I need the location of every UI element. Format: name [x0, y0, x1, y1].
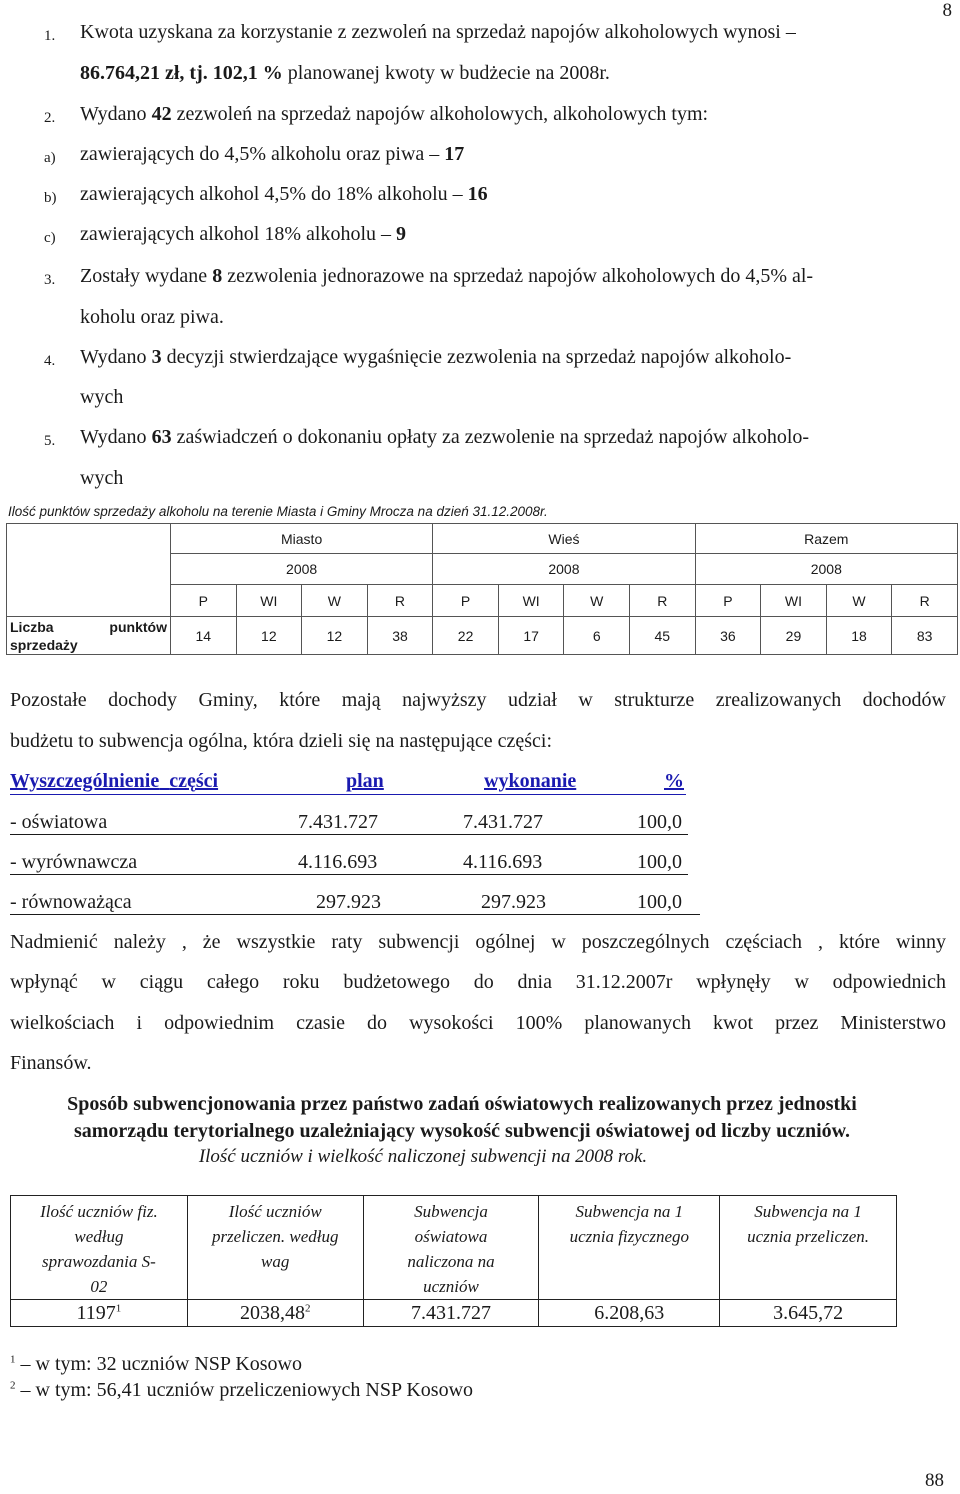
col-header: W — [564, 585, 630, 617]
list-item-continuation: koholu oraz piwa. — [80, 306, 224, 328]
page-number-bottom: 88 — [925, 1470, 944, 1491]
table-cell: 2038,48$^2$ — [187, 1300, 363, 1327]
list-item-text: Wydano 3 decyzji stwierdzające wygaśnięcie zezwolenia na sprzedaż napojów alkoholo- — [80, 346, 792, 368]
footnote: $^2$ – w tym: 56,41 uczniów przeliczeniowych NSP Kosowo — [10, 1379, 474, 1401]
col-header: P — [695, 585, 761, 617]
table-caption: Ilość punktów sprzedaży alkoholu na terenie Miasta i Gminy Mrocza na dzień 31.12.2008r. — [8, 504, 548, 519]
sub-row-plan: 297.923 — [316, 891, 381, 913]
row-underline — [10, 874, 688, 875]
sublist-item: zawierających alkohol 18% alkoholu – 9 — [80, 223, 406, 245]
list-item-text: Kwota uzyskana za korzystanie z zezwoleń na sprzedaż napojów alkoholowych wynosi – — [80, 21, 796, 43]
col-header: WI — [761, 585, 827, 617]
table-cell: 7.431.727 — [363, 1300, 539, 1327]
paragraph-line: wielkościach i odpowiednim czasie do wysokości 100% planowanych kwot przez Ministerstwo — [10, 1012, 946, 1034]
list-item-continuation: wych — [80, 467, 124, 489]
list-number: 2. — [44, 110, 56, 126]
paragraph-line: wpłynąć w ciągu całego roku budżetowego do dnia 31.12.2007r wpłynęły w odpowiednich — [10, 971, 946, 993]
col-header: Subwencja oświatowa naliczona na uczniów — [363, 1196, 539, 1300]
table-cell: 14 — [170, 617, 236, 655]
sub-row-name: - wyrównawcza — [10, 851, 138, 873]
sub-row-name: - oświatowa — [10, 811, 108, 833]
col-header: W — [302, 585, 368, 617]
table-cell: 45 — [630, 617, 696, 655]
group-header: Razem — [695, 524, 957, 554]
table-cell: 38 — [367, 617, 433, 655]
sub-row-exec: 297.923 — [481, 891, 546, 913]
sublist-letter: c) — [44, 230, 56, 246]
col-header: Ilość uczniów przeliczen. według wag — [187, 1196, 363, 1300]
group-header: Wieś — [433, 524, 695, 554]
table-cell: 6 — [564, 617, 630, 655]
table-cell: 22 — [433, 617, 499, 655]
col-header: R — [630, 585, 696, 617]
list-item-text: Wydano 63 zaświadczeń o dokonaniu opłaty za zezwolenie na sprzedaż napojów alkoholo- — [80, 426, 810, 448]
year-header: 2008 — [433, 554, 695, 585]
list-item-text: Zostały wydane 8 zezwolenia jednorazowe na sprzedaż napojów alkoholowych do 4,5% al- — [80, 265, 814, 287]
section-subheading: Ilość uczniów i wielkość naliczonej subwencji na 2008 rok. — [198, 1146, 648, 1167]
sub-row-plan: 7.431.727 — [298, 811, 378, 833]
sublist-letter: b) — [44, 190, 57, 206]
table-cell: 12 — [302, 617, 368, 655]
sub-header-exec: wykonanie — [484, 770, 577, 792]
year-header: 2008 — [695, 554, 957, 585]
sub-header-pct: % — [664, 770, 684, 792]
sub-row-exec: 7.431.727 — [463, 811, 543, 833]
footnote: $^1$ – w tym: 32 uczniów NSP Kosowo — [10, 1353, 302, 1375]
sub-row-pct: 100,0 — [637, 811, 682, 833]
group-header: Miasto — [170, 524, 432, 554]
alcohol-points-table — [6, 523, 958, 655]
amount: 86.764,21 zł, tj. 102,1 % — [80, 62, 283, 84]
table-cell: 12 — [236, 617, 302, 655]
list-number: 3. — [44, 272, 56, 288]
table-cell: 36 — [695, 617, 761, 655]
table-cell: 3.645,72 — [720, 1300, 897, 1327]
section-heading: Sposób subwencjonowania przez państwo zadań oświatowych realizowanych przez jednostki — [67, 1093, 857, 1115]
sublist-item: zawierających do 4,5% alkoholu oraz piwa – 17 — [80, 143, 465, 165]
paragraph-line: Pozostałe dochody Gminy, które mają najwyższy udział w strukturze zrealizowanych dochodów — [10, 689, 946, 711]
sub-row-exec: 4.116.693 — [463, 851, 543, 873]
sub-row-plan: 4.116.693 — [298, 851, 378, 873]
list-number: 4. — [44, 353, 56, 369]
table-cell: 18 — [826, 617, 892, 655]
col-header: R — [892, 585, 958, 617]
paragraph-line: Finansów. — [10, 1052, 92, 1074]
col-header: P — [170, 585, 236, 617]
sub-row-name: - równoważąca — [10, 891, 132, 913]
paragraph-line: Nadmienić należy , że wszystkie raty subwencji ogólnej w poszczególnych częściach , które winny — [10, 931, 946, 953]
col-header: Subwencja na 1 ucznia przeliczen. — [720, 1196, 897, 1300]
row-underline — [10, 914, 700, 915]
col-header: Subwencja na 1 ucznia fizycznego — [539, 1196, 720, 1300]
table-cell: 29 — [761, 617, 827, 655]
col-header: WI — [498, 585, 564, 617]
section-heading: samorządu terytorialnego uzależniający wysokość subwencji oświatowej od liczby uczniów. — [73, 1120, 851, 1142]
col-header: W — [826, 585, 892, 617]
row-label: Liczba punktów sprzedaży — [7, 617, 171, 655]
list-item-continuation: wych — [80, 386, 124, 408]
list-item-text: Wydano 42 zezwoleń na sprzedaż napojów alkoholowych, alkoholowych tym: — [80, 103, 709, 125]
year-header: 2008 — [170, 554, 432, 585]
col-header: P — [433, 585, 499, 617]
page-number-top: 8 — [942, 0, 952, 21]
list-number: 1. — [44, 28, 56, 44]
table-cell: 17 — [498, 617, 564, 655]
sublist-letter: a) — [44, 150, 56, 166]
sub-header-plan: plan — [346, 770, 384, 792]
list-number: 5. — [44, 433, 56, 449]
col-header: R — [367, 585, 433, 617]
list-item-continuation: 86.764,21 zł, tj. 102,1 % planowanej kwoty w budżecie na 2008r. — [80, 62, 610, 84]
students-subsidy-table — [10, 1195, 897, 1327]
sub-row-pct: 100,0 — [637, 891, 682, 913]
col-header: WI — [236, 585, 302, 617]
table-cell: 1197$^1$ — [11, 1300, 188, 1327]
table-cell: 6.208,63 — [539, 1300, 720, 1327]
sublist-item: zawierających alkohol 4,5% do 18% alkoholu – 16 — [80, 183, 488, 205]
sub-header-label: Wyszczególnienie części — [10, 770, 219, 792]
table-empty-corner — [7, 524, 171, 617]
header-underline — [10, 794, 686, 795]
table-cell: 83 — [892, 617, 958, 655]
row-underline — [10, 834, 688, 835]
paragraph-line: budżetu to subwencja ogólna, która dzieli się na następujące części: — [10, 730, 553, 752]
col-header: Ilość uczniów fiz. według sprawozdania S- 02 — [11, 1196, 188, 1300]
sub-row-pct: 100,0 — [637, 851, 682, 873]
